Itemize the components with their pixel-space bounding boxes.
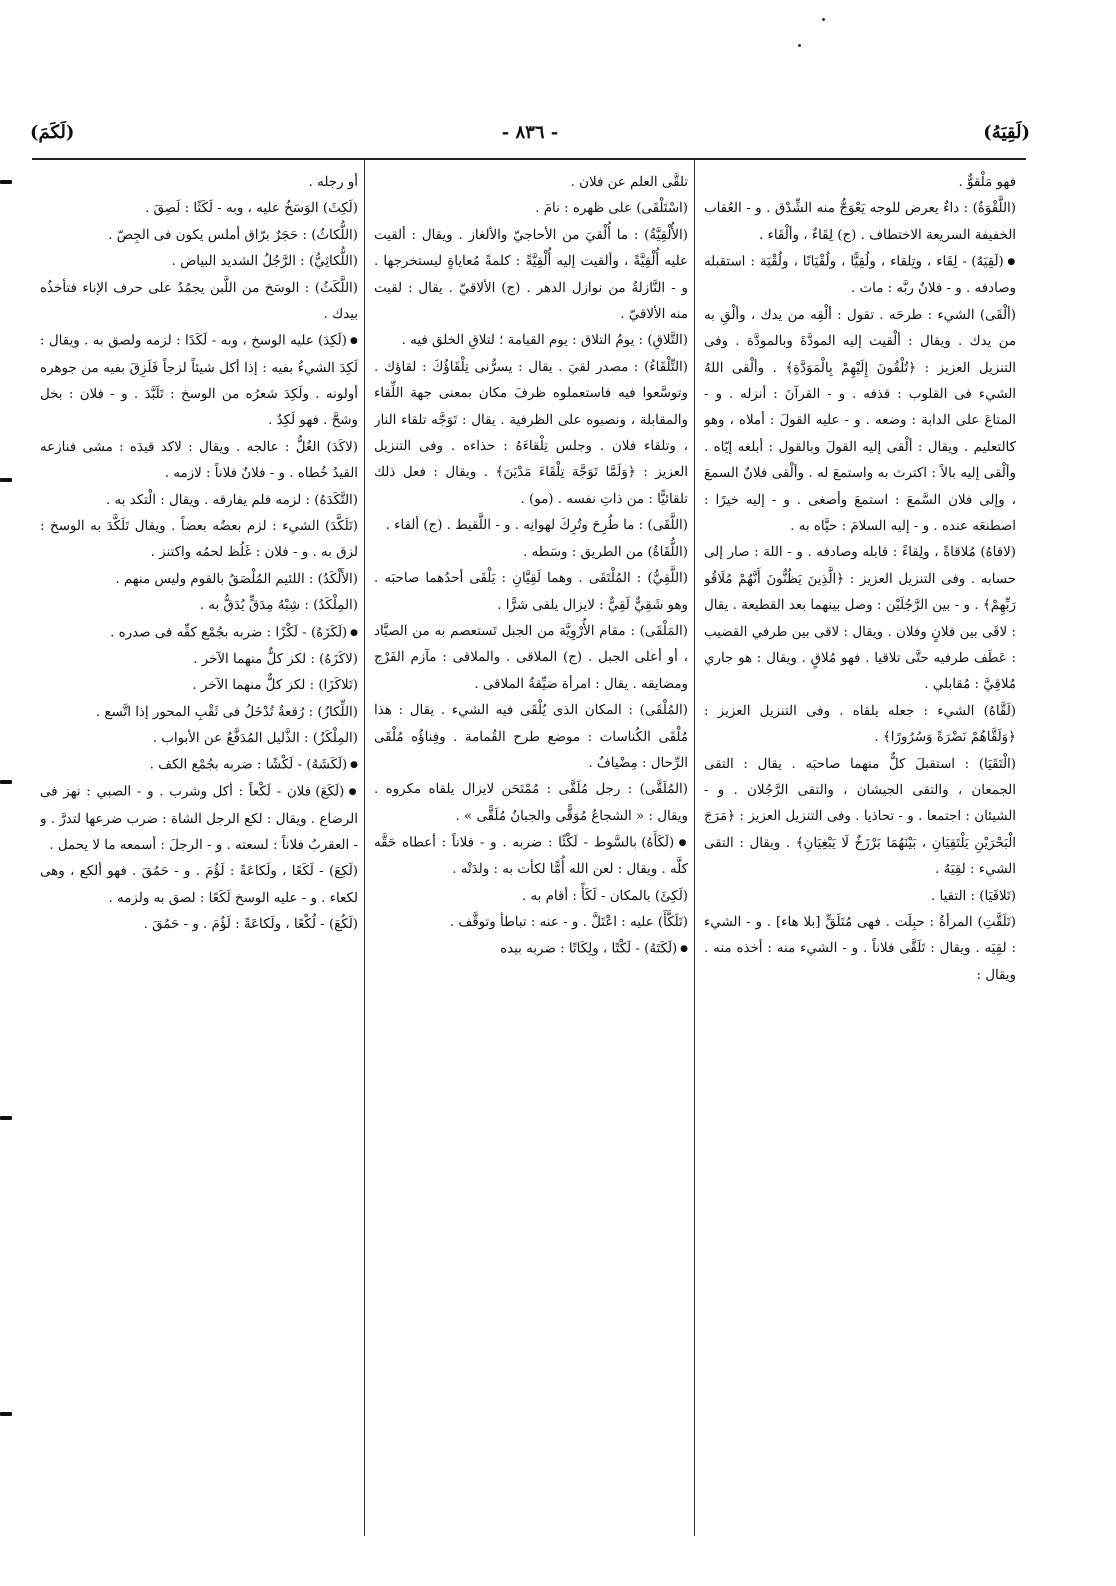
- dictionary-entry: (تَلَكَّأَ) عليه : اعْتَلَّ . و - عنه : تباطأ وتوقَّف .: [449, 915, 688, 931]
- dictionary-entry: (التَّكَدَهُ) : لزمه فلم يفارقه . ويقال : الْتكد به .: [106, 492, 358, 508]
- column-divider-left: [364, 160, 365, 1536]
- margin-mark: [0, 478, 12, 482]
- dictionary-entry: (المُلَقَّى) : رجل مُلَقَّى : مُمْتَحَن لايزال يلقاه مكروه . ويقال : « الشجاعُ مُوَقًّى والجبانُ مُلَقًّى » .: [374, 782, 688, 824]
- dictionary-entry: (لَكُعَ) - لُكْعًا ، ولَكاعَةً : لَؤُمَ . و - حَمُقَ .: [143, 917, 358, 933]
- dictionary-entry: ● (لَكِدَ) عليه الوسخ ، وبه - لَكَدًا : لزمه ولصق به . ويقال : لَكِدَ الشيءُ بفيه : إذا أكل شيئاً لزجاً فَلَزِقَ بفيه من جوهره أولونه . ولَكِدَ شعرُه من الوسخ : تَلَبَّدَ . و - فلان : بخل وشحَّ . فهو لَكِدٌ .: [40, 328, 358, 434]
- scan-speck: [822, 18, 825, 21]
- dictionary-entry: (لَقَّاهُ) الشيء : جعله يلقاه . وفى التنزيل العزيز : ﴿وَلَقَّاهُمْ نَضْرَةً وَسُرُورًا﴾ .: [704, 703, 1016, 746]
- dictionary-entry: (الْتَقَيَا) : استقبلَ كلٌّ منهما صاحبَه . يقال : التقى الجمعان ، والتقى الجيشان ، والتقى الرَّجُلان . و - الشيئان : اجتمعا . و - تحاذيا . وفى التنزيل العزيز : ﴿مَرَجَ الْبَحْرَيْنِ يَلْتَقِيَانِ ، بَيْنَهُمَا بَرْزَخٌ لَا يَبْغِيَانِ﴾ . ويقال : التقى الشيء : لقِيَهُ .: [704, 756, 1016, 878]
- dictionary-entry: فهو مَلْقوٌّ .: [958, 175, 1016, 190]
- dictionary-entry: ● (لَكَشَهُ) - لَكْشًا : ضربه بجُمْع الكف .: [40, 752, 358, 779]
- dictionary-entry: (المِلْكَدُ) : شِبْهُ مِدَقٍّ يُدَقُّ به .: [199, 598, 358, 614]
- margin-mark: [0, 1116, 12, 1120]
- dictionary-entry: (اللَّقِيُّ) : المُلْتَقَى . وهما لَقِيَّانِ : يَلْقَى أحدُهما صاحبَه . وهو شَقِيٌّ لَقِيٌّ : لايزال يلقى شرًّا .: [374, 571, 688, 613]
- dictionary-entry: (اللُّقَاةُ) من الطريق : وسَطه .: [523, 544, 688, 560]
- column-left: [40, 170, 358, 1540]
- dictionary-entry: أو رجله .: [308, 175, 358, 190]
- dictionary-entry: (لَكِئَ) بالمكان - لَكَأً : أقام به .: [521, 888, 688, 904]
- dictionary-entry: (لَكِثَ) الوَسَخُ عليه ، وبه - لَكَثًا : لَصِقَ .: [144, 201, 358, 217]
- column-right: [704, 170, 1016, 1540]
- dictionary-entry: (تَلاقَيَا) : التقيا .: [931, 888, 1016, 904]
- dictionary-entry: (المَلْقَى) : مقام الأُرْوِيَّة من الجبل تَستعصم به من الصيَّاد ، أو أعلى الجبل . (ج) الملاقى . والملاقى : مآزم الفَرْج ومضايقه . يقال : امرأة ضيِّقةُ الملاقى .: [374, 623, 688, 692]
- dictionary-entry: (لَكِعَ) - لَكَعًا ، ولَكاعَةً : لَؤُمَ . و - حَمُقَ . فهو ألكع ، وهى لكعاء . و - عليه الوسخ لَكَعًا : لصق به ولزمه .: [40, 864, 358, 906]
- dictionary-entry: (لاكَزَهُ) : لكز كلٌّ منهما الآخر .: [193, 651, 358, 667]
- dictionary-entry: (اللُّكاثِيُّ) : الرَّجُلُ الشديد البياض .: [171, 254, 358, 270]
- dictionary-entry: (اللِّكازُ) : رُقعةٌ تُدْخَلُ فى ثَقْبِ المحور إذا اتَّسع .: [95, 704, 358, 720]
- margin-mark: [0, 180, 12, 184]
- dictionary-entry: (اللُّكاثُ) : حَجَرٌ برّاق أملس يكون فى الجِصّ .: [108, 227, 358, 243]
- header-rule: [32, 158, 1026, 160]
- column-divider-right: [694, 160, 695, 1536]
- dictionary-entry: (لاكَدَ) الغُلُّ : عالجه . ويقال : لاكد قيدَه : مشى فنازعه القيدُ خُطاه . و - فلانٌ فلاناً : لازمه .: [40, 439, 358, 482]
- dictionary-entry: (تَلاكَزَا) : لكز كلٌّ منهما الآخر .: [192, 678, 358, 694]
- dictionary-entry: (اللَّقْوَةُ) : داءٌ يعرض للوجه يَعْوَجُّ منه الشِّدْق . و - العُقاب الخفيفة السريعة الاختطاف . (ج) لِقَاءٌ ، وألْقَاء .: [704, 201, 1016, 243]
- margin-mark: [0, 1412, 12, 1416]
- scan-speck: [798, 44, 801, 47]
- dictionary-entry: (تَلَكَّدَ) الشيء : لزم بعضُه بعضاً . ويقال تَلَكَّدَ به الوسخ : لزق به . و - فلان : غَلُظ لحمُه واكتنز .: [40, 518, 358, 561]
- margin-mark: [0, 780, 12, 784]
- dictionary-entry: (تَلَقَّتِ) المرأةُ : حبِلَت . فهى مُتَلَقٍّ [بلا هاء] . و - الشيء : لقِيَه . ويقال : تَلَقَّى فلاناً . و - الشيء منه : أخذه منه . ويقال :: [704, 915, 1016, 983]
- dictionary-entry: (التِّلْقَاءُ) : مصدر لقيَ . يقال : يسرُّنى تِلْقَاؤُكَ : لقاؤك . وتوسَّعوا فيه فاستعملوه ظرفَ مكان بمعنى جهة اللِّقاء والمقابلة ، ونصبوه على الظرفية . يقال : تَوَجَّه تلقاء النار ، وتلقاء فلان . وجلس تِلْقاءَهُ : حذاءه . وفى التنزيل العزيز : ﴿وَلَمَّا تَوَجَّهَ تِلْقَاءَ مَدْيَنَ﴾ . ويقال : فعل ذلك تلقائيًّا : من ذاتِ نفسه . (مو) .: [374, 359, 688, 507]
- guide-word-right: (لَقِيَهُ): [983, 122, 1030, 143]
- dictionary-entry: ● (لَكَزَهُ) - لَكْزًا : ضربه بجُمْع كفِّه فى صدره .: [40, 620, 358, 647]
- dictionary-entry: (التَّلاقِ) : يومُ التلاق : يوم القيامة ؛ لتلاقِ الخلق فيه .: [401, 333, 688, 349]
- dictionary-entry: ● (لَقِيَهُ) - لِقَاء ، وتِلقاء ، ولُقِيًّا ، ولُقْيَانًا ، ولُقْيَة : استقبله وصادفه . و - فلانٌ ربَّه : مات .: [704, 249, 1016, 303]
- dictionary-entry: ● (لَكَأَهُ) بالسَّوط - لَكْئًا : ضربه . و - فلاناً : أعطاه حَقَّه كلَّه . ويقال : لعن الله أُمًّا لكأت به : ولدَتْه .: [374, 830, 688, 884]
- page-header: [30, 122, 1030, 156]
- dictionary-entry: (المِلْكَزُ) : الذَّليل المُدَفَّعُ عن الأبواب .: [152, 730, 358, 746]
- dictionary-entry: (اللَّكَثُ) : الوسَخ من اللَّبن يجمُدُ على حرف الإناء فتأخذُه بيدك .: [40, 280, 358, 323]
- dictionary-entry: تلقَّى العلم عن فلان .: [570, 175, 688, 190]
- dictionary-entry: (لاقاهُ) مُلاقاةً ، ولِقاءً : قابله وصادفه . و - اللهَ : صار إلى حسابه . وفى التنزيل العزيز : ﴿الَّذِينَ يَظُنُّونَ أَنَّهُمْ مُلَاقُو رَبِّهِمْ﴾ . و - بين الرَّجُلَيْن : وصل بينهما بعد القطيعة . يقال : لاقَى بين فلانٍ وفلان . ويقال : لاقى بين طرفي القضيب : عَطَف طرفيه حتَّى تلاقيا . فهو مُلاقٍ . ويقال : هو جاري مُلاقِيَّ : مُقابلي .: [704, 545, 1016, 693]
- column-middle: [374, 170, 688, 1540]
- dictionary-entry: ● (لَكَتَهُ) - لَكْتًا ، ولِكَاتًا : ضربه بيده: [374, 936, 688, 963]
- dictionary-entry: (الأَلْكَدُ) : اللئيم المُلْصَقُ بالقوم وليس منهم .: [115, 571, 358, 587]
- guide-word-left: (لَكَمَ): [30, 122, 75, 143]
- dictionary-entry: (الأُلْقِيَّةُ) : ما أُلْقيَ من الأحاجيّ والألغاز . ويقال : ألقيت عليه أُلْقِيَّةً ، وألقيت إليه أُلْقِيَّةً : كلمةً مُعاياةٍ ليستخرجها . و - النَّازلةُ من نوازل الدهر . (ج) الألاقيّ . يقال : لقيت منه الألاقيّ .: [374, 227, 688, 323]
- dictionary-entry: ● (لَكَعَ) فلان - لَكْعاً : أكل وشرب . و - الصبي : نهز فى الرضاع . ويقال : لكع الرجل الشاة : ضرب ضرعها لتدرَّ . و - العقربُ فلاناً : لسعته . و - الرجلَ : أسمعه ما لا يحمل .: [40, 779, 358, 859]
- dictionary-entry: (المُلْقَى) : المكان الذى يُلْقَى فيه الشيء . يقال : هذا مُلْقَى الكُناسات : موضع طرح القُمامة . وفِناؤُه مُلْقَى الرِّحال : مِضْيافٌ .: [374, 703, 688, 771]
- page-number: - ٨٣٦ -: [501, 122, 559, 143]
- dictionary-entry: (ألْقَى) الشيء : طرحَه . تقول : ألْقِه من يدك ، وألْقِ به من يدك . ويقال : ألْقيت إليه المودَّةَ وبالمودَّة . وفى التنزيل العزيز : ﴿تُلْقُونَ إِلَيْهِمْ بِالْمَوَدَّةِ﴾ . وألْقى اللهُ الشيء فى القلوب : قذفه . و - القرآنَ : أنزله . و - المتاعَ على الدابة : وضعه . و - عليه القولَ : أملاه ، وهو كالتعليم . ويقال : ألْقى إليه القولَ وبالقول : أبلغه إيّاه . وألْقى إليه بالاً : اكترث به واستمعَ له . وألْقى فلانٌ السمعَ ، وإلى فلان السَّمعَ : استمعَ وأصغى . و - إليه خيرًا : اصطنعَه عنده . و - إليه السلامَ : حيَّاه به .: [704, 307, 1016, 534]
- dictionary-entry: (اللَّقَى) : ما طُرِحَ وتُرِكَ لهوانِه . و - اللَّقيط . (ج) ألقاء .: [385, 518, 688, 534]
- dictionary-entry: (اسْتَلْقَى) على ظهره : نامَ .: [535, 201, 688, 217]
